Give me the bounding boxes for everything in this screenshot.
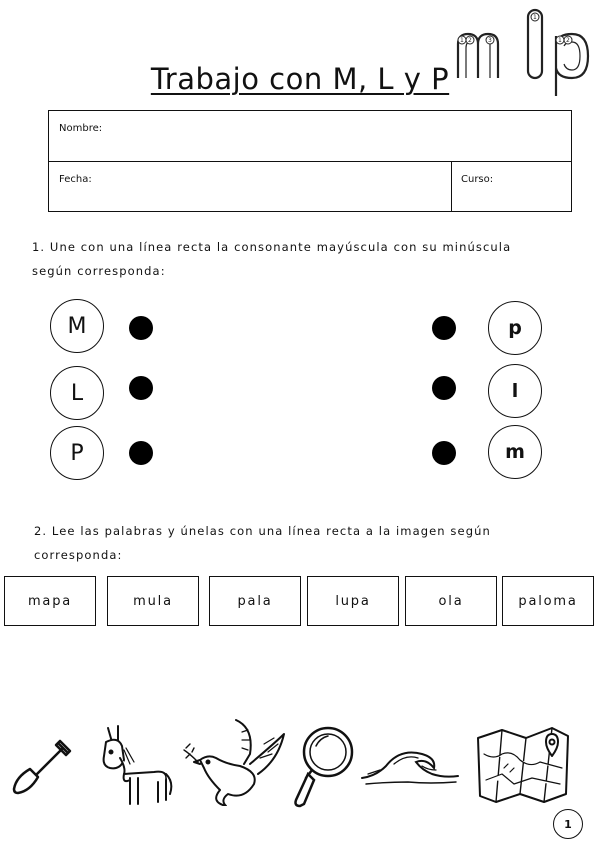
- word-box-pala[interactable]: pala: [209, 576, 301, 626]
- exercise1-instruction-line1: 1. Une con una línea recta la consonante mayúscula con su minúscula: [32, 240, 512, 254]
- donkey-icon[interactable]: [96, 724, 176, 808]
- name-row: [49, 111, 571, 162]
- page-number: 1: [553, 809, 583, 839]
- word-box-ola[interactable]: ola: [405, 576, 497, 626]
- connection-dot-left[interactable]: [129, 376, 153, 400]
- stroke-order-number: 1: [533, 14, 537, 21]
- date-label: Fecha:: [59, 174, 92, 185]
- shovel-icon[interactable]: [8, 735, 72, 799]
- connection-dot-left[interactable]: [129, 441, 153, 465]
- connection-dot-right[interactable]: [432, 316, 456, 340]
- lowercase-letter-circle: l: [488, 364, 542, 418]
- word-box-mula[interactable]: mula: [107, 576, 199, 626]
- date-course-row: [49, 162, 571, 211]
- map-icon[interactable]: [474, 724, 574, 804]
- name-label: Nombre:: [59, 123, 103, 134]
- stroke-order-number: 1: [558, 37, 562, 44]
- lowercase-letter-circle: m: [488, 425, 542, 479]
- connection-dot-right[interactable]: [432, 376, 456, 400]
- word-box-paloma[interactable]: paloma: [502, 576, 594, 626]
- uppercase-letter-circle: L: [50, 366, 104, 420]
- course-label: Curso:: [461, 174, 494, 185]
- stroke-order-number: 2: [468, 37, 472, 44]
- lowercase-letter-circle: p: [488, 301, 542, 355]
- word-box-mapa[interactable]: mapa: [4, 576, 96, 626]
- uppercase-letter-circle: M: [50, 299, 104, 353]
- connection-dot-left[interactable]: [129, 316, 153, 340]
- exercise1-instruction-line2: según corresponda:: [32, 264, 166, 278]
- uppercase-letter-circle: P: [50, 426, 104, 480]
- magnifier-icon[interactable]: [286, 722, 358, 810]
- exercise2-instruction-line2: corresponda:: [34, 548, 123, 562]
- exercise1-instruction: [32, 235, 572, 283]
- student-info-form: [48, 110, 572, 212]
- connection-dot-right[interactable]: [432, 441, 456, 465]
- stroke-order-number: 1: [460, 37, 464, 44]
- form-divider: [451, 162, 452, 211]
- page-title: Trabajo con M, L y P: [150, 62, 450, 96]
- wave-icon[interactable]: [360, 740, 460, 788]
- word-box-lupa[interactable]: lupa: [307, 576, 399, 626]
- stroke-order-number: 2: [566, 37, 570, 44]
- stroke-order-number: 3: [488, 37, 492, 44]
- mlp-logo: [452, 6, 594, 98]
- dove-icon[interactable]: [180, 714, 286, 806]
- exercise2-instruction-line1: 2. Lee las palabras y únelas con una línea recta a la imagen según: [34, 524, 491, 538]
- exercise2-instruction: [34, 519, 574, 567]
